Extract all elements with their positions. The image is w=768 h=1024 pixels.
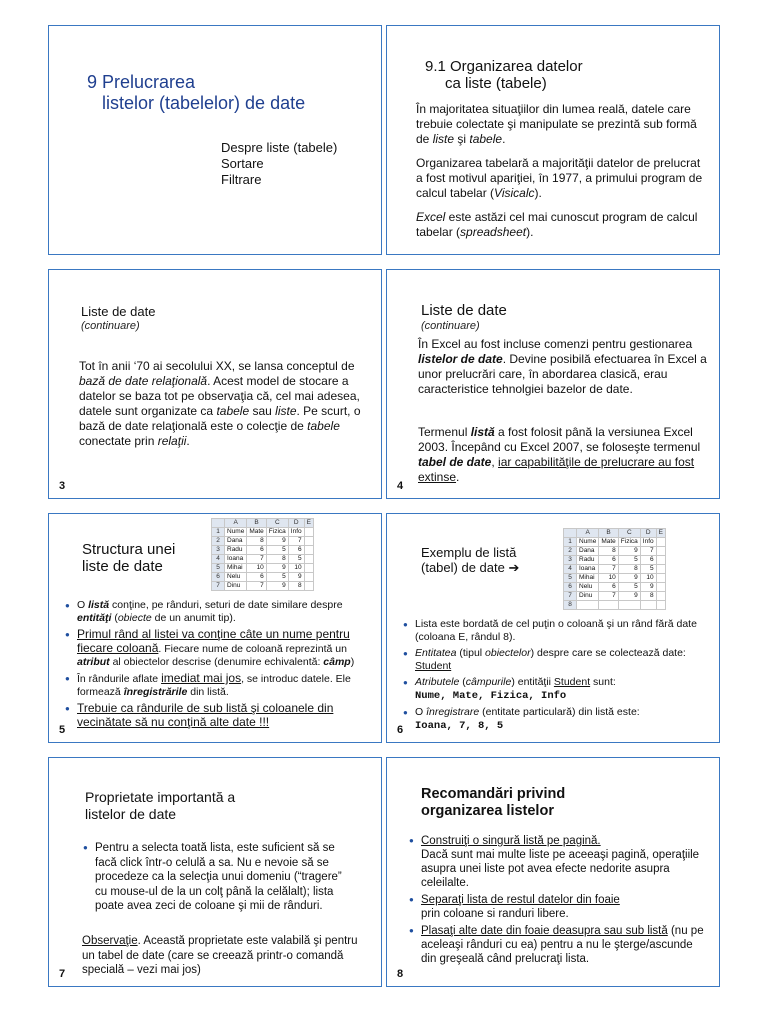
slide-3 bbox=[48, 269, 382, 499]
paragraph: În Excel au fost incluse comenzi pentru gestionarea listelor de date. Devine posibilă efectuarea în Excel a unor prelucrări care, în abordarea clasică, erau caracteristice tehnolgiei bazelor de date. bbox=[418, 337, 707, 396]
list-item: ● Trebuie ca rândurile de sub listă şi coloanele din vecinătate să nu conţină alte date !!! bbox=[65, 702, 370, 730]
paragraph: În majoritatea situaţiilor din lumea reală, datele care trebuie colectate şi manipulate se prezintă sub formă de liste şi tabele. bbox=[416, 102, 697, 146]
slide-2 bbox=[386, 25, 720, 255]
list-item: ● În rândurile aflate imediat mai jos, se introduc datele. Ele formează înregistrările din listă. bbox=[65, 672, 370, 699]
list-item: ● Primul rând al listei va conţine câte un nume pentru fiecare coloană. Fiecare nume de coloană reprezintă un atribut al obiectelor descrise (denumire echivalentă: câmp) bbox=[65, 628, 370, 669]
table-row: 7 Dinu 7 9 8 bbox=[564, 592, 666, 601]
list-item: ● Entitatea (tipul obiectelor) despre care se colectează date: Student bbox=[403, 647, 708, 673]
table-row: 2 Dana 8 9 7 bbox=[564, 547, 666, 556]
slide-title: 9 Prelucrarea listelor (tabelelor) de date bbox=[87, 72, 306, 113]
list-item: ● Plasaţi alte date din foaie deasupra sau sub listă (nu pe aceleaşi rânduri cu ea) pentru a nu le şterge/ascunde din greşeală când prelucraţi lista. bbox=[409, 924, 707, 966]
slide-title: Exemplu de listă (tabel) de date ➔ bbox=[421, 545, 520, 575]
list-item: ● Separaţi lista de restul datelor din foaie prin coloane si randuri libere. bbox=[409, 893, 707, 921]
table-row: 1 Nume Mate Fizica Info bbox=[212, 528, 314, 537]
slide-number: 3 bbox=[59, 480, 66, 492]
slide-5 bbox=[48, 513, 382, 743]
slide-number: 5 bbox=[59, 724, 66, 736]
slide-title: Structura unei liste de date bbox=[82, 541, 176, 575]
slide-1 bbox=[48, 25, 382, 255]
list-item: ● Lista este bordată de cel puţin o coloană şi un rând fără date (coloana E, rândul 8). bbox=[403, 618, 708, 644]
table-row: 5 Mihai 10 9 10 bbox=[564, 574, 666, 583]
column-header-row: A B C D E bbox=[564, 529, 666, 538]
table-row: 1 Nume Mate Fizica Info bbox=[564, 538, 666, 547]
slide-7 bbox=[48, 757, 382, 987]
slide-title: 9.1 Organizarea datelor ca liste (tabele) bbox=[425, 58, 583, 92]
table-row: 7 Dinu 7 9 8 bbox=[212, 582, 314, 591]
spreadsheet-table bbox=[563, 528, 666, 610]
slide-6 bbox=[386, 513, 720, 743]
slide-number: 8 bbox=[397, 968, 404, 980]
table-row: 6 Nelu 6 5 9 bbox=[212, 573, 314, 582]
slide-title: Proprietate importantă a listelor de date bbox=[85, 789, 236, 822]
column-header-row: A B C D E bbox=[212, 519, 314, 528]
paragraph: Organizarea tabelară a majorităţii datelor de prelucrat a fost motivul apariţiei, în 1977, a primului program de calcul tabelar (Visicalc). bbox=[416, 156, 703, 200]
bullet-list bbox=[65, 599, 370, 733]
bullet-list bbox=[83, 841, 345, 917]
list-item: ● Pentru a selecta toată lista, este suficient să se facă click într-o celulă a sa. Nu e nevoie să se procedeze ca la selecţia unui domeniu (“tragere” cu mouse-ul de la un colţ până la celălalt); lista poate avea zeci de coloane şi mii de rânduri. bbox=[83, 841, 345, 914]
topic-list bbox=[221, 140, 337, 188]
slide-4 bbox=[386, 269, 720, 499]
slide-number: 6 bbox=[397, 724, 404, 736]
observation-note: Observaţie. Această proprietate este valabilă şi pentru un tabel de date (care se creează printr-o comandă specială – vezi mai jos) bbox=[82, 935, 358, 976]
bullet-list bbox=[409, 834, 707, 969]
table-row: 8 bbox=[564, 601, 666, 610]
topic-item: Filtrare bbox=[221, 172, 262, 187]
table-row: 6 Nelu 6 5 9 bbox=[564, 583, 666, 592]
paragraph: Termenul listă a fost folosit până la versiunea Excel 2003. Începând cu Excel 2007, se foloseşte termenul tabel de date, iar capabilităţile de prelucrare au fost extinse. bbox=[418, 425, 701, 484]
list-item: ● Construiţi o singură listă pe pagină. Dacă sunt mai multe liste pe aceeaşi pagină, operaţiile asupra unei liste pot avea efecte nedorite asupra celeilalte. bbox=[409, 834, 707, 890]
bullet-list bbox=[403, 618, 708, 736]
list-item: ● Atributele (câmpurile) entităţii Student sunt: Nume, Mate, Fizica, Info bbox=[403, 676, 708, 703]
slide-subtitle: (continuare) bbox=[81, 320, 140, 332]
topic-item: Despre liste (tabele) bbox=[221, 140, 338, 155]
slide-number: 4 bbox=[397, 480, 404, 492]
table-row: 5 Mihai 10 9 10 bbox=[212, 564, 314, 573]
slide-8 bbox=[386, 757, 720, 987]
table-row: 2 Dana 8 9 7 bbox=[212, 537, 314, 546]
table-row: 3 Radu 6 5 6 bbox=[564, 556, 666, 565]
topic-item: Sortare bbox=[221, 156, 264, 171]
slide-title: Liste de date bbox=[421, 302, 507, 319]
table-row: 4 Ioana 7 8 5 bbox=[564, 565, 666, 574]
slide-title: Recomandări privind organizarea listelor bbox=[421, 786, 566, 819]
slide-title: Liste de date bbox=[81, 304, 156, 319]
slide-number: 7 bbox=[59, 968, 66, 980]
paragraph: Tot în anii ‘70 ai secolului XX, se lansa conceptul de bază de date relaţională. Acest model de stocare a datelor se baza tot pe observaţia că, cel mai adesea, datele sunt organizate ca tabele sau liste. Pe scurt, o bază de date relaţională este o colecţie de tabele conectate prin relaţii. bbox=[79, 359, 361, 448]
paragraph: Excel este astăzi cel mai cunoscut program de calcul tabelar (spreadsheet). bbox=[416, 210, 698, 239]
list-item: ● O listă conţine, pe rânduri, seturi de date similare despre entităţi (obiecte de un anumit tip). bbox=[65, 599, 370, 625]
spreadsheet-table bbox=[211, 518, 314, 591]
table-row: 3 Radu 6 5 6 bbox=[212, 546, 314, 555]
list-item: ● O înregistrare (entitate particulară) din listă este: Ioana, 7, 8, 5 bbox=[403, 706, 708, 733]
table-row: 4 Ioana 7 8 5 bbox=[212, 555, 314, 564]
slide-subtitle: (continuare) bbox=[421, 320, 480, 332]
